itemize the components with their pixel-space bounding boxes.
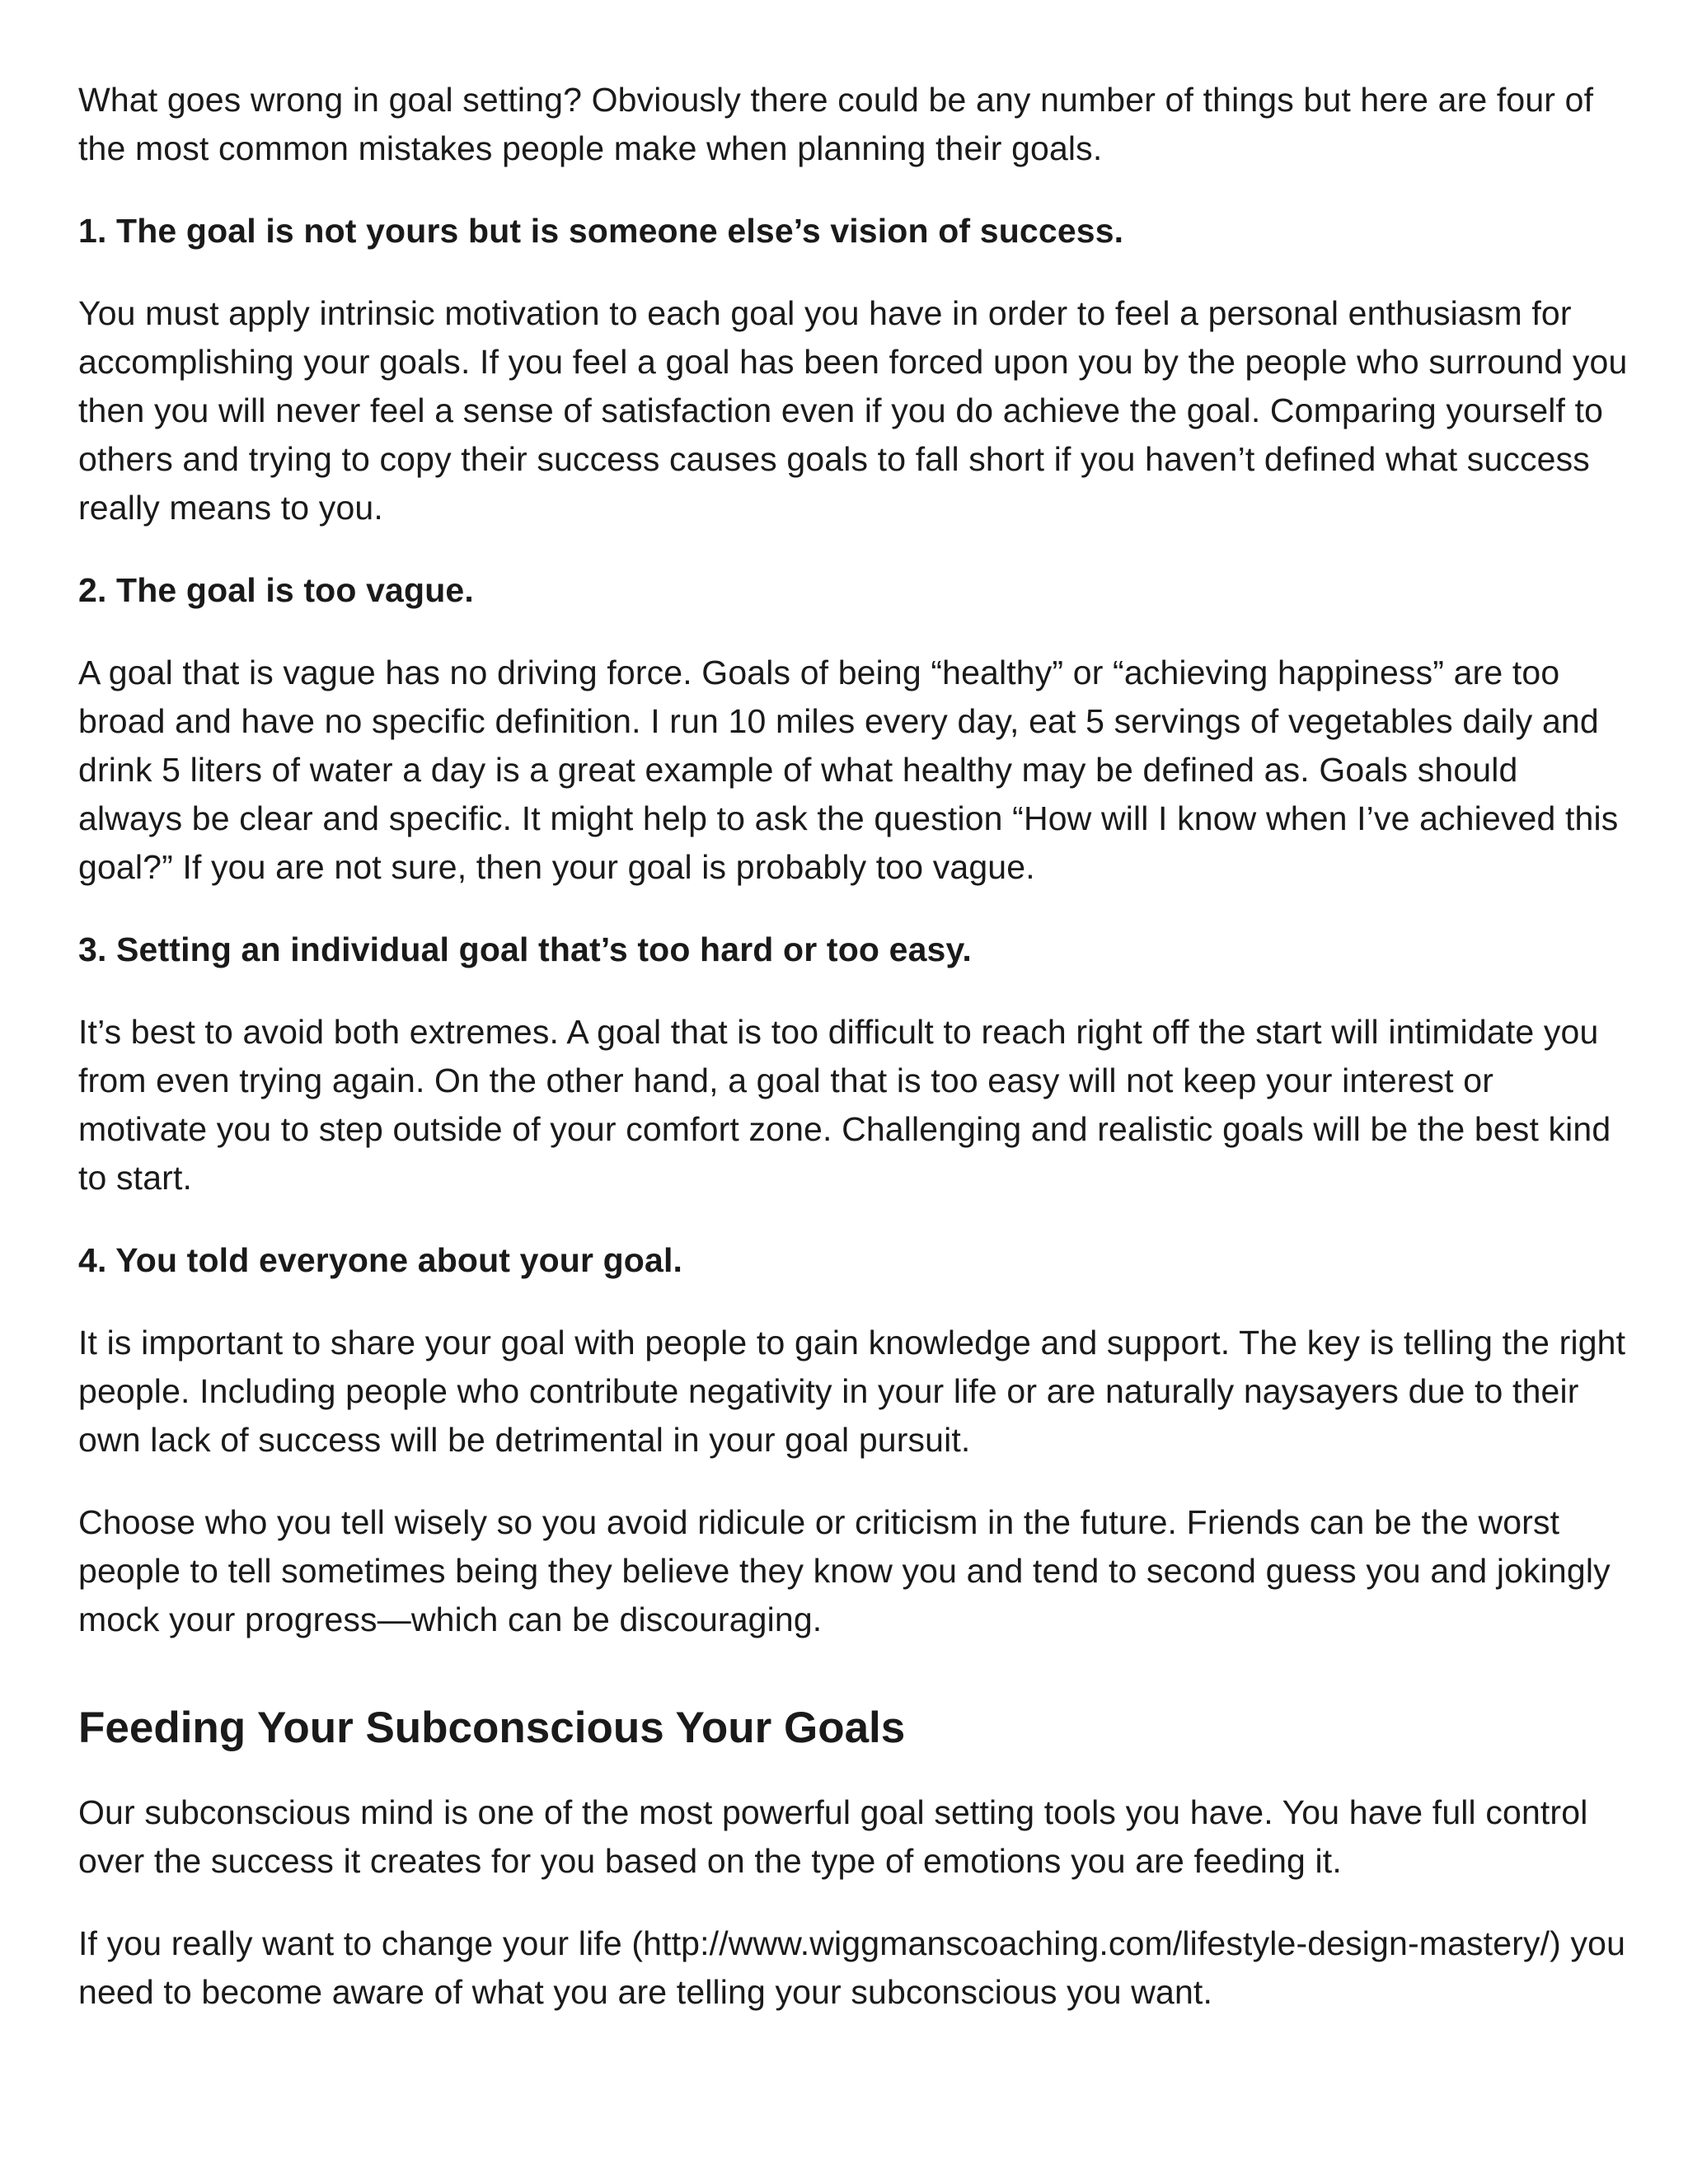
mistake-2-heading: 2. The goal is too vague. (78, 571, 474, 609)
section-paragraph-2: If you really want to change your life (http://www.wiggmanscoaching.com/lifestyle-design-mastery/) you need to become aware of what you are telling your subconscious you want. (78, 1924, 1626, 2011)
mistake-3-body: It’s best to avoid both extremes. A goal that is too difficult to reach right off the start will intimidate you from even trying again. On the other hand, a goal that is too easy will not keep your interest or motivate you to step outside of your comfort zone. Challenging and realistic goals will be the best kind to start. (78, 1013, 1611, 1197)
intro-paragraph: What goes wrong in goal setting? Obviously there could be any number of things but here are four of the most common mistakes people make when planning their goals. (78, 81, 1594, 167)
mistake-3-heading: 3. Setting an individual goal that’s too hard or too easy. (78, 930, 972, 968)
mistake-1-body: You must apply intrinsic motivation to each goal you have in order to feel a personal enthusiasm for accomplishing your goals. If you feel a goal has been forced upon you by the people who surround you then you will never feel a sense of satisfaction even if you do achieve the goal. Comparing yourself to others and trying to copy their success causes goals to fall short if you haven’t defined what success really means to you. (78, 294, 1628, 527)
mistake-1-heading: 1. The goal is not yours but is someone else’s vision of success. (78, 212, 1124, 250)
mistake-2-body: A goal that is vague has no driving force. Goals of being “healthy” or “achieving happiness” are too broad and have no specific definition. I run 10 miles every day, eat 5 servings of vegetables daily and drink 5 liters of water a day is a great example of what healthy may be defined as. Goals should always be clear and specific. It might help to ask the question “How will I know when I’ve achieved this goal?” If you are not sure, then your goal is probably too vague. (78, 654, 1619, 886)
section-paragraph-1: Our subconscious mind is one of the most powerful goal setting tools you have. You have full control over the success it creates for you based on the type of emotions you are feeding it. (78, 1793, 1588, 1880)
document-page (78, 76, 1628, 2050)
mistake-4-body: It is important to share your goal with people to gain knowledge and support. The key is telling the right people. Including people who contribute negativity in your life or are naturally naysayers due to their own lack of success will be detrimental in your goal pursuit. (78, 1324, 1626, 1459)
mistake-4-body-continued: Choose who you tell wisely so you avoid ridicule or criticism in the future. Friends can be the worst people to tell sometimes being they believe they know you and tend to second guess you and jokingly mock your progress—which can be discouraging. (78, 1503, 1611, 1638)
mistake-4-heading: 4. You told everyone about your goal. (78, 1241, 683, 1279)
section-title: Feeding Your Subconscious Your Goals (78, 1704, 906, 1752)
